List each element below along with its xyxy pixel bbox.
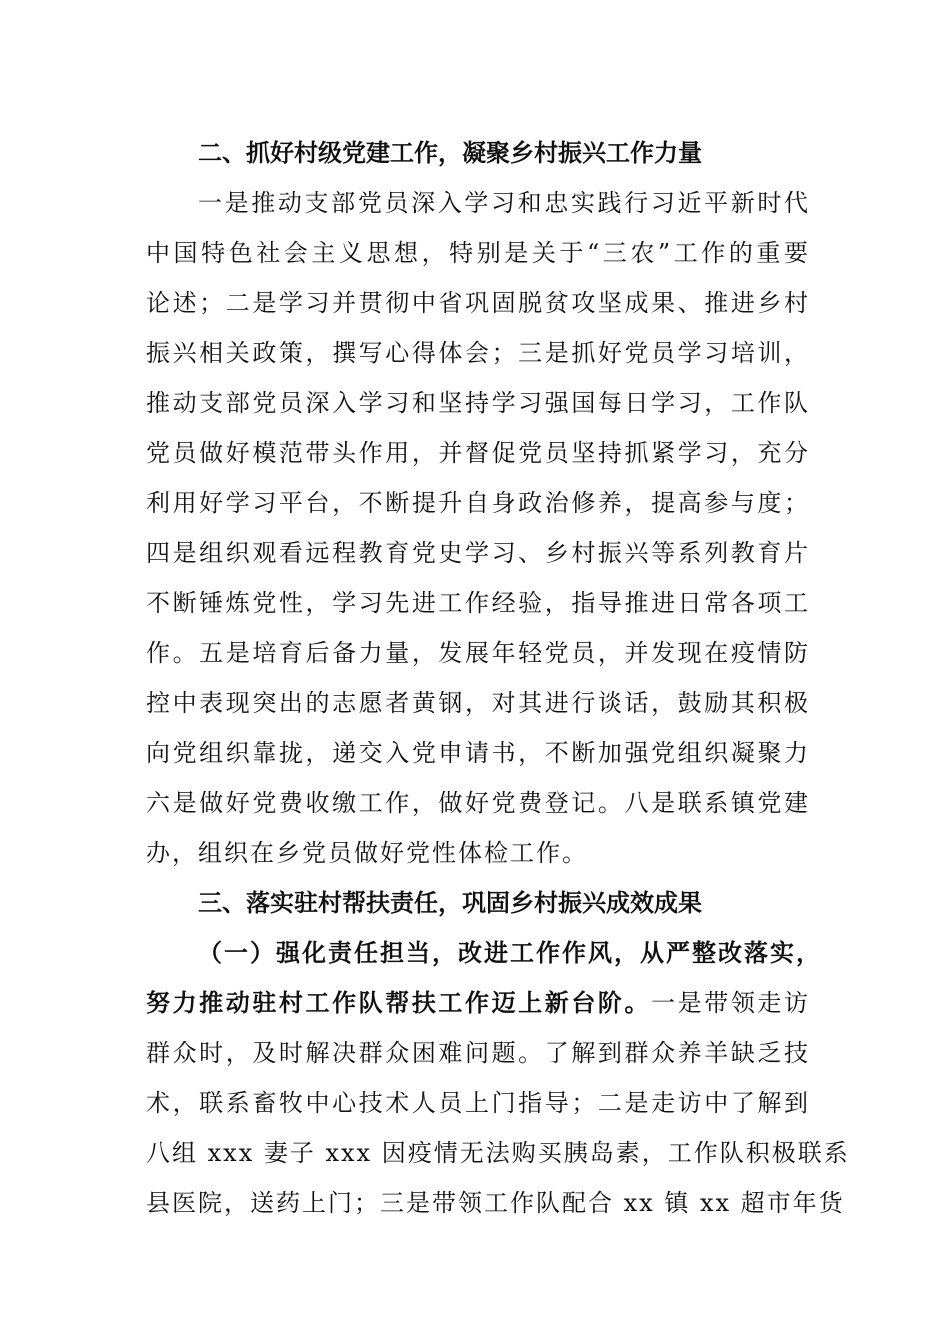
document-body (146, 128, 850, 1228)
text-line: 不断锤炼党性，学习先进工作经验，指导推进日常各项工 (146, 589, 810, 617)
text-fragment: 一是带领走访 (651, 989, 811, 1017)
section-3-paragraph (146, 928, 850, 1228)
text-line: 作。五是培育后备力量，发展年轻党员，并发现在疫情防 (146, 639, 810, 667)
text-line: 八组 xxx 妻子 xxx 因疫情无法购买胰岛素，工作队积极联系 (146, 1139, 850, 1167)
text-line: 中国特色社会主义思想，特别是关于“三农”工作的重要 (146, 239, 810, 267)
text-line: 群众时，及时解决群众困难问题。了解到群众养羊缺乏技 (146, 1039, 810, 1067)
text-line: 利用好学习平台，不断提升自身政治修养，提高参与度； (146, 489, 810, 517)
text-line (146, 978, 810, 1028)
subheading-continuation: 努力推动驻村工作队帮扶工作迈上新台阶。 (146, 988, 652, 1017)
section-heading-2: 二、抓好村级党建工作，凝聚乡村振兴工作力量 (198, 139, 702, 167)
section-2-paragraph (146, 178, 810, 878)
text-line: 论述；二是学习并贯彻中省巩固脱贫攻坚成果、推进乡村 (146, 289, 810, 317)
text-line: 六是做好党费收缴工作，做好党费登记。八是联系镇党建 (146, 789, 810, 817)
text-line: 办，组织在乡党员做好党性体检工作。 (146, 839, 588, 867)
text-line: 党员做好模范带头作用，并督促党员坚持抓紧学习，充分 (146, 439, 810, 467)
text-line: 四是组织观看远程教育党史学习、乡村振兴等系列教育片 (146, 539, 810, 567)
text-line: 术，联系畜牧中心技术人员上门指导；二是走访中了解到 (146, 1089, 810, 1117)
text-line: 一是推动支部党员深入学习和忠实践行习近平新时代 (198, 189, 810, 217)
text-line: 推动支部党员深入学习和坚持学习强国每日学习，工作队 (146, 389, 810, 417)
subheading-line: （一）强化责任担当，改进工作作风，从严整改落实， (198, 938, 822, 967)
text-line: 振兴相关政策，撰写心得体会；三是抓好党员学习培训， (146, 339, 810, 367)
section-heading-3: 三、落实驻村帮扶责任，巩固乡村振兴成效成果 (198, 889, 702, 917)
text-line: 县医院，送药上门；三是带领工作队配合 xx 镇 xx 超市年货 (146, 1189, 845, 1217)
text-line: 控中表现突出的志愿者黄钢，对其进行谈话，鼓励其积极 (146, 689, 810, 717)
text-line: 向党组织靠拢，递交入党申请书，不断加强党组织凝聚力 (146, 739, 810, 767)
